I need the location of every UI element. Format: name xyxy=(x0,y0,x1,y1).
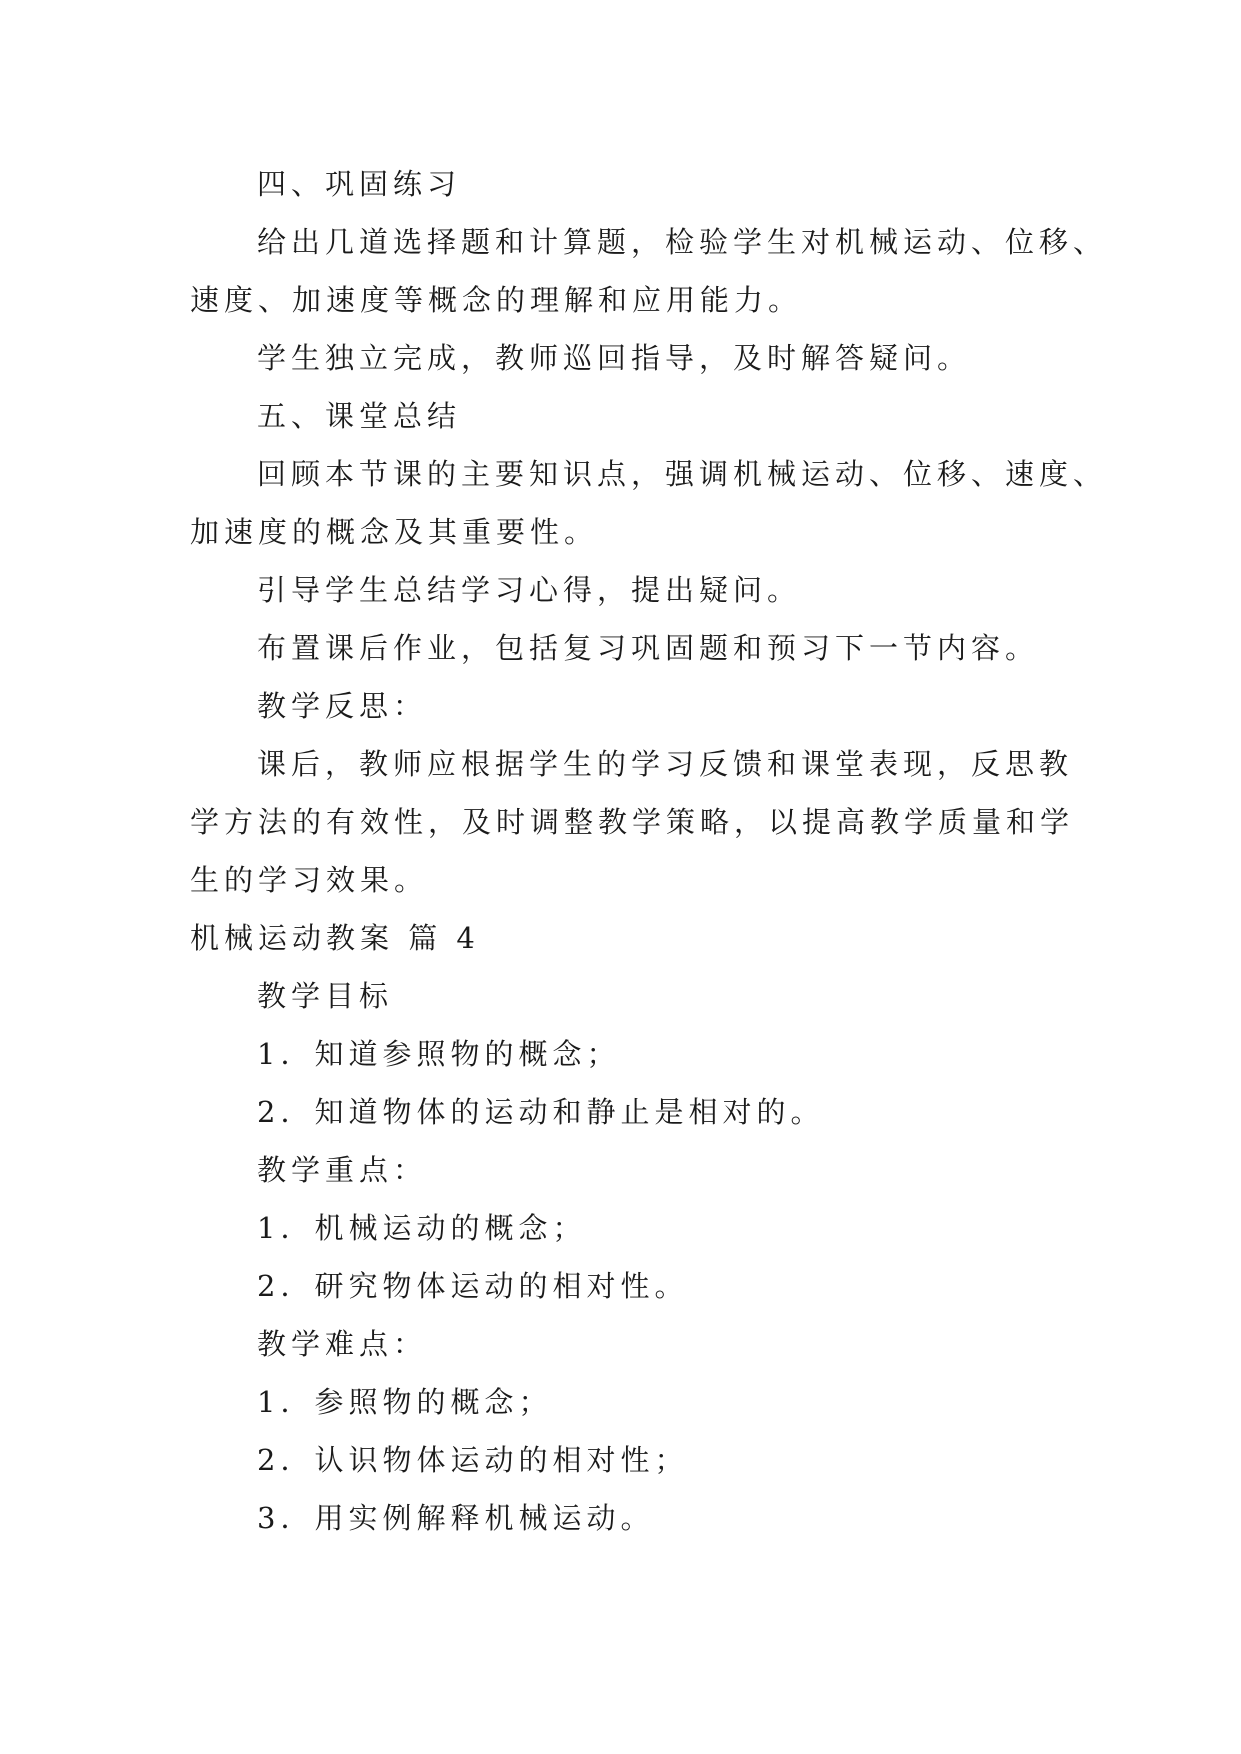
paragraph-line: 给出几道选择题和计算题，检验学生对机械运动、位移、 xyxy=(257,225,1108,259)
paragraph-line: 学生独立完成，教师巡回指导，及时解答疑问。 xyxy=(257,341,972,375)
paragraph-line: 引导学生总结学习心得，提出疑问。 xyxy=(257,573,802,607)
difficulties-heading: 教学难点： xyxy=(257,1327,428,1361)
section-heading-summary: 五、课堂总结 xyxy=(257,399,462,433)
paragraph-line: 生的学习效果。 xyxy=(190,863,429,897)
list-item: 2．研究物体运动的相对性。 xyxy=(257,1269,689,1303)
paragraph-line: 课后，教师应根据学生的学习反馈和课堂表现，反思教 xyxy=(257,747,1074,781)
section-heading-consolidation: 四、巩固练习 xyxy=(257,167,462,201)
reflection-heading: 教学反思： xyxy=(257,689,428,723)
list-item: 1．机械运动的概念； xyxy=(257,1211,587,1245)
key-points-heading: 教学重点： xyxy=(257,1153,428,1187)
list-item: 1．知道参照物的概念； xyxy=(257,1037,621,1071)
paragraph-line: 学方法的有效性，及时调整教学策略，以提高教学质量和学 xyxy=(190,805,1075,839)
paragraph-line: 加速度的概念及其重要性。 xyxy=(190,515,599,549)
paragraph-line: 速度、加速度等概念的理解和应用能力。 xyxy=(190,283,803,317)
paragraph-line: 回顾本节课的主要知识点，强调机械运动、位移、速度、 xyxy=(257,457,1108,491)
list-item: 2．认识物体运动的相对性； xyxy=(257,1443,689,1477)
list-item: 1．参照物的概念； xyxy=(257,1385,553,1419)
list-item: 2．知道物体的运动和静止是相对的。 xyxy=(257,1095,825,1129)
list-item: 3．用实例解释机械运动。 xyxy=(257,1501,655,1535)
goals-heading: 教学目标 xyxy=(257,979,394,1013)
paragraph-line: 布置课后作业，包括复习巩固题和预习下一节内容。 xyxy=(257,631,1040,665)
part-title: 机械运动教案 篇 4 xyxy=(190,921,480,955)
